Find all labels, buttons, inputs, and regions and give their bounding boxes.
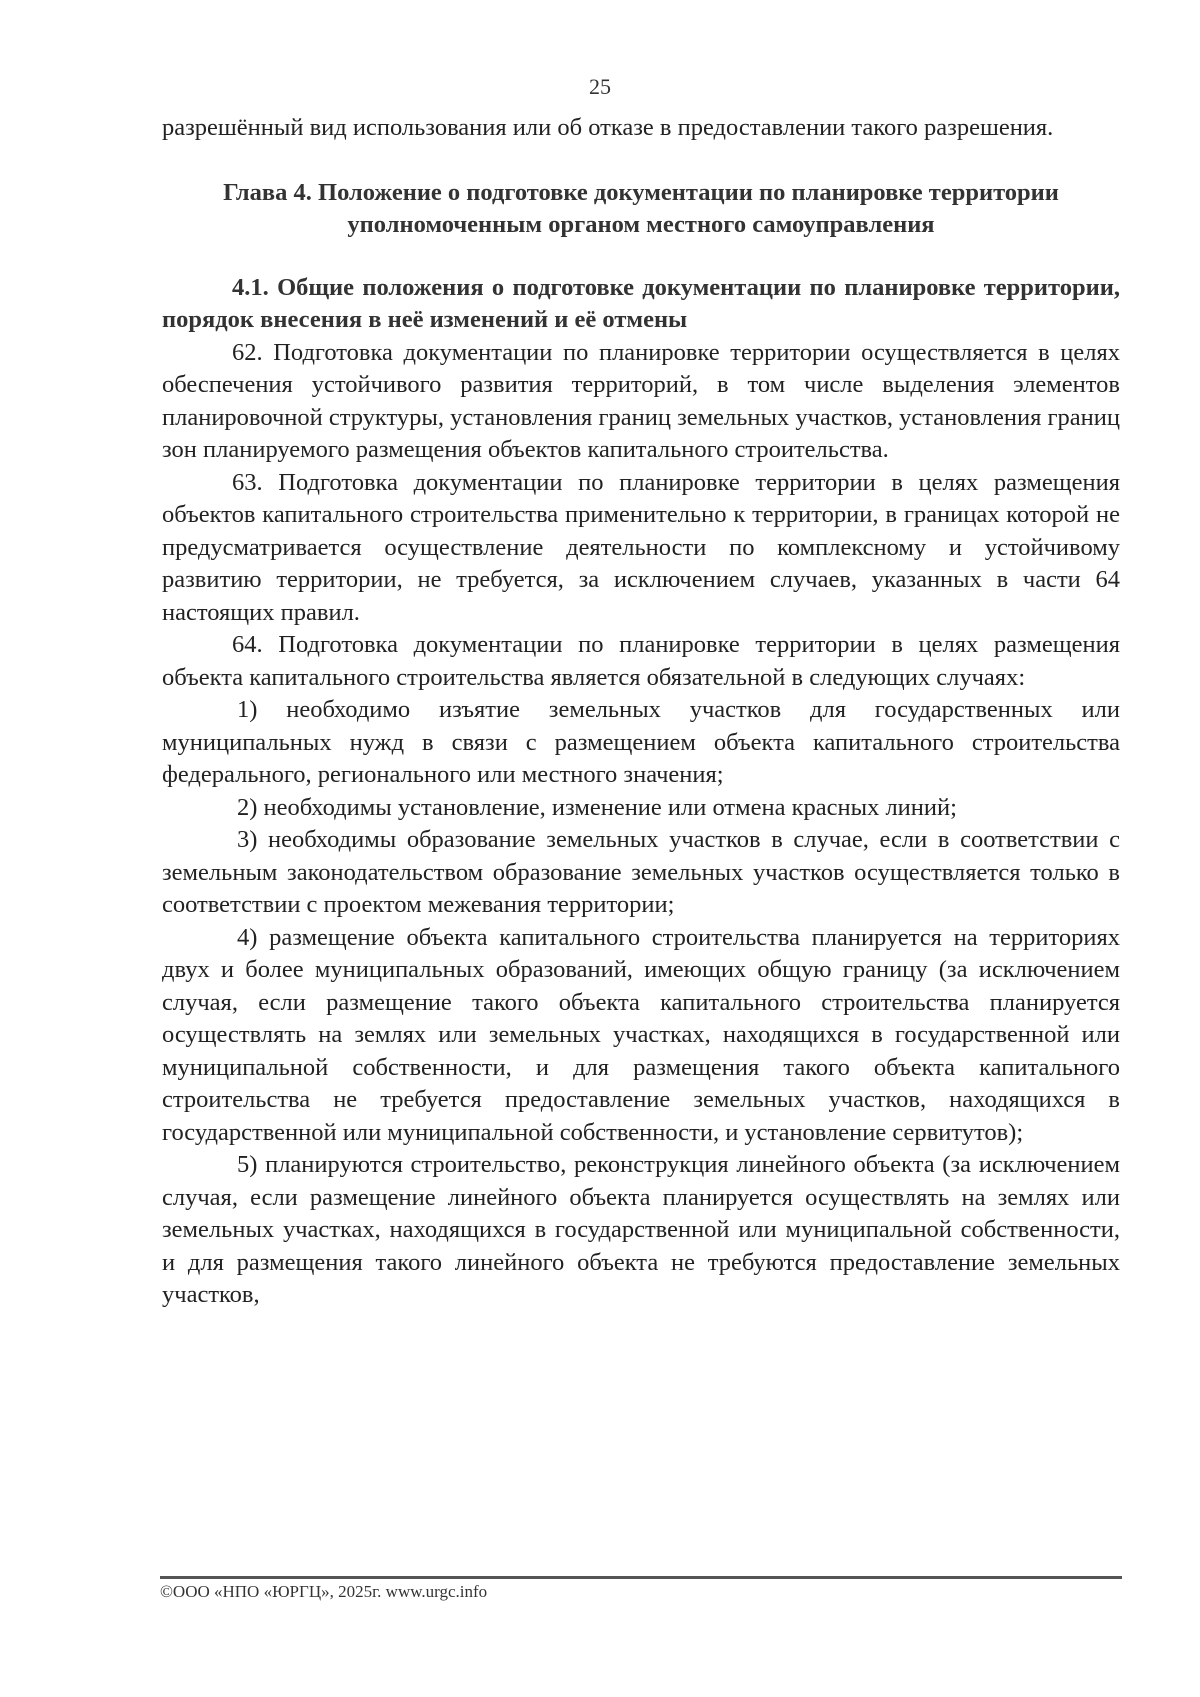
- paragraph-62: 62. Подготовка документации по планировке территории осуществляется в целях обеспечения устойчивого развития территорий, в том числе выделения элементов планировочной структуры, установления границ земельных участков, установления границ зон планируемого размещения объектов капитального строительства.: [162, 338, 1120, 463]
- intro-paragraph: разрешённый вид использования или об отказе в предоставлении такого разрешения.: [162, 114, 1054, 141]
- section-title: 4.1. Общие положения о подготовке документации по планировке территории, порядок внесения в неё изменений и её отмены: [162, 273, 1120, 333]
- document-body: [162, 112, 1120, 1312]
- paragraph-63: 63. Подготовка документации по планировке территории в целях размещения объектов капитального строительства применительно к территории, в границах которой не предусматривается осуществление деятельности по комплексному и устойчивому развитию территории, не требуется, за исключением случаев, указанных в части 64 настоящих правил.: [162, 468, 1120, 626]
- footer-copyright: ©ООО «НПО «ЮРГЦ», 2025г. www.urgc.info: [160, 1582, 488, 1601]
- list-item-5: 5) планируются строительство, реконструкция линейного объекта (за исключением случая, если размещение линейного объекта планируется осуществлять на землях или земельных участках, находящихся в государственной или муниципальной собственности, и для размещения такого линейного объекта не требуются предоставление земельных участков,: [162, 1151, 1120, 1308]
- list-item-1: 1) необходимо изъятие земельных участков для государственных или муниципальных нужд в связи с размещением объекта капитального строительства федерального, регионального или местного значения;: [162, 696, 1120, 788]
- chapter-title: Глава 4. Положение о подготовке документации по планировке территории уполномоченным органом местного самоуправления: [223, 178, 1059, 238]
- list-item-4: 4) размещение объекта капитального строительства планируется на территориях двух и более муниципальных образований, имеющих общую границу (за исключением случая, если размещение такого объекта капитального строительства планируется осуществлять на землях или земельных участках, находящихся в государственной или муниципальной собственности, и для размещения такого объекта капитального строительства не требуется предоставление земельных участков, находящихся в государственной или муниципальной собственности, и установление сервитутов);: [162, 923, 1120, 1146]
- list-item-3: 3) необходимы образование земельных участков в случае, если в соответствии с земельным законодательством образование земельных участков осуществляется только в соответствии с проектом межевания территории;: [162, 826, 1120, 918]
- page-number: 25: [589, 74, 611, 99]
- footer-divider: [160, 1576, 1122, 1579]
- paragraph-64: 64. Подготовка документации по планировке территории в целях размещения объекта капитального строительства является обязательной в следующих случаях:: [162, 631, 1120, 691]
- list-item-2: 2) необходимы установление, изменение или отмена красных линий;: [237, 793, 957, 821]
